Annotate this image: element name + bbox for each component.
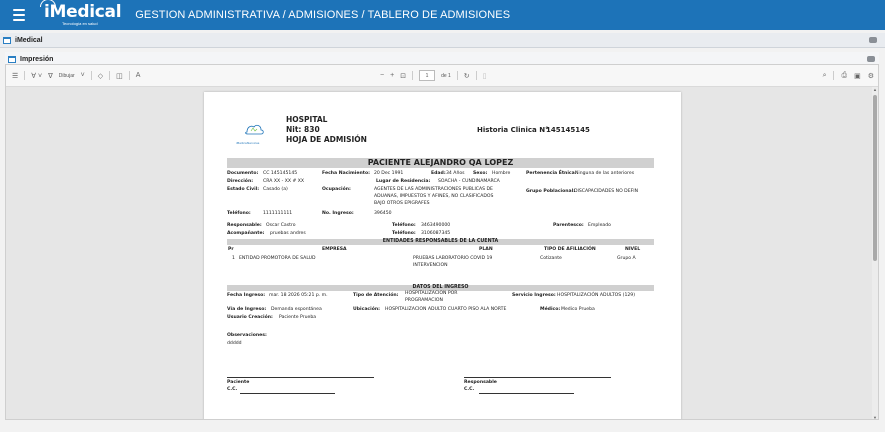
panel-title: iMedical	[15, 36, 43, 44]
section-title: DATOS DEL INGRESO	[412, 285, 469, 290]
hospital-name: HOSPITAL	[286, 115, 328, 124]
two-page-icon[interactable]: ▯	[482, 72, 487, 80]
field-label: Sexo:	[473, 171, 488, 176]
signature-line	[227, 377, 374, 378]
field-label: Teléfono:	[392, 231, 416, 236]
field-value: Casado (a)	[263, 187, 288, 192]
field-value: DISCAPACIDADES NO DEFIN	[574, 189, 639, 194]
field-label: Teléfono:	[227, 211, 251, 216]
field-value: Empleado	[588, 223, 611, 228]
field-value: ADUANAS, IMPUESTOS Y AFINES, NO CLASIFICADOS	[374, 194, 494, 199]
field-value: AGENTES DE LAS ADMINISTRACIONES PUBLICAS DE	[374, 187, 493, 192]
field-label: Dirección:	[227, 179, 254, 184]
field-value: CRA XX - XX # XX	[263, 179, 305, 184]
signature-responsable-label: Responsable	[464, 380, 497, 385]
field-value: 1111111111	[263, 211, 293, 216]
pdf-viewer	[5, 64, 879, 420]
field-label: Usuario Creación:	[227, 315, 273, 320]
gear-icon[interactable]: ⚙	[867, 72, 874, 80]
rotate-icon[interactable]: ↻	[463, 72, 470, 80]
app-header	[0, 0, 885, 30]
field-value: SOACHA - CUNDINAMARCA	[438, 179, 500, 184]
signature-line	[464, 377, 611, 378]
field-value: 396450	[374, 211, 392, 216]
window-icon	[3, 37, 11, 44]
draw-icon[interactable]: ∇	[48, 72, 53, 80]
page-number-input[interactable]: 1	[419, 70, 435, 81]
collapse-button[interactable]	[867, 56, 875, 62]
eraser-icon[interactable]: ◇	[97, 72, 104, 80]
field-value: CC 145145145	[263, 171, 298, 176]
draw-button[interactable]: Dibujar	[58, 72, 75, 79]
historia-label: Historia Clinica N°	[477, 126, 549, 134]
app-logo[interactable]: iMedical Tecnología en salud	[44, 4, 121, 26]
highlight-icon[interactable]: ∀ ˅	[31, 72, 43, 80]
read-aloud-icon[interactable]: A	[135, 72, 141, 79]
window-icon	[8, 56, 16, 63]
vertical-scrollbar[interactable]	[872, 87, 878, 420]
save-icon[interactable]: ▣	[854, 72, 861, 80]
field-value: Paciente Prueba	[279, 315, 317, 320]
field-label: Fecha Nacimiento:	[322, 171, 370, 176]
field-value: pruebas andres	[270, 231, 306, 236]
field-label: Ocupación:	[322, 187, 351, 192]
field-value: Medico Prueba	[561, 307, 595, 312]
search-icon[interactable]: ⌕	[822, 71, 827, 79]
column-header: NIVEL	[625, 247, 641, 252]
field-value: HOSPITALIZACION POR	[405, 291, 458, 296]
column-header: TIPO DE AFILIACIÓN	[544, 247, 596, 252]
table-cell: 1	[232, 256, 235, 261]
page-total: de 1	[441, 72, 451, 79]
field-value: Hombre	[492, 171, 511, 176]
field-label: Estado Civil:	[227, 187, 260, 192]
scroll-down-icon[interactable]: ▼	[873, 415, 877, 420]
panel-title: Impresión	[20, 55, 54, 63]
signature-paciente-label: Paciente	[227, 380, 250, 385]
hospital-logo-icon	[238, 122, 268, 140]
field-value: PROGRAMACION	[405, 298, 443, 303]
print-icon[interactable]: ⎙	[841, 71, 848, 79]
signature-cc-label: C.C.	[227, 387, 238, 392]
table-cell: ENTIDAD PROMOTORA DE SALUD	[239, 256, 316, 261]
observaciones-label: Observaciones:	[227, 333, 267, 338]
table-cell: Grupo A	[617, 256, 636, 261]
panel-imedical-header	[0, 33, 885, 48]
field-value: HOSPITALIZACIÓN ADULTOS (129)	[557, 293, 636, 298]
field-label: Fecha Ingreso:	[227, 293, 266, 298]
field-label: Médico:	[540, 307, 561, 312]
field-value: 20 Dec 1991	[374, 171, 404, 176]
column-header: EMPRESA	[322, 247, 347, 252]
field-label: Grupo Poblacional:	[526, 189, 576, 194]
collapse-button[interactable]	[869, 37, 877, 43]
cc-line	[240, 393, 335, 394]
field-value: BAJO OTROS EPIGRAFES	[374, 201, 430, 206]
patient-name: PACIENTE ALEJANDRO QA LOPEZ	[367, 158, 514, 167]
field-label: Acompañante:	[227, 231, 265, 236]
field-value: mar. 18 2026 05:21 p. m.	[269, 293, 328, 298]
field-label: Vía de Ingreso:	[227, 307, 267, 312]
field-label: Parentesco:	[553, 223, 584, 228]
fit-page-icon[interactable]: ⊡	[400, 72, 407, 80]
observaciones-value: ddddd	[227, 341, 242, 346]
scrollbar-thumb[interactable]	[873, 95, 877, 261]
document-title: HOJA DE ADMISIÓN	[286, 135, 367, 144]
menu-icon[interactable]	[4, 0, 34, 30]
document-page	[204, 92, 681, 420]
table-cell: Cotizante	[540, 256, 562, 261]
column-header: PLAN	[479, 247, 493, 252]
zoom-out-icon[interactable]: −	[380, 72, 385, 79]
scroll-up-icon[interactable]: ▲	[873, 87, 877, 92]
field-label: No. Ingreso:	[322, 211, 354, 216]
signature-cc-label: C.C.	[464, 387, 475, 392]
field-value: 34 Años	[446, 171, 465, 176]
table-cell: INTERVENCION	[413, 263, 448, 268]
field-label: Edad:	[431, 171, 446, 176]
field-label: Documento:	[227, 171, 259, 176]
field-label: Ubicación:	[353, 307, 380, 312]
chevron-down-icon[interactable]: ˅	[80, 72, 85, 79]
section-title: ENTIDADES RESPONSABLES DE LA CUENTA	[382, 239, 499, 244]
field-value: HOSPITALIZACION ADULTO CUARTO PISO ALA NORTE	[385, 307, 507, 312]
zoom-in-icon[interactable]: +	[390, 72, 395, 79]
field-value: 3463490000	[421, 223, 451, 228]
field-value: Demanda espontánea	[271, 307, 322, 312]
historia-value: 145145145	[546, 126, 590, 134]
pdf-toolbar	[6, 65, 879, 87]
hospital-nit: Nit: 830	[286, 125, 320, 134]
field-label: Teléfono:	[392, 223, 416, 228]
field-label: Tipo de Atención:	[353, 293, 399, 298]
field-value: Ninguna de las anteriores	[575, 171, 635, 176]
field-value: 3106087345	[421, 231, 451, 236]
view-icon[interactable]: ◫	[116, 72, 123, 80]
logo-caption: iMedicalServices	[236, 141, 260, 145]
table-cell: PRUEBAS LABORATORIO COVID 19	[413, 256, 493, 261]
field-label: Servicio Ingreso:	[512, 293, 556, 298]
field-label: Pertenencia Étnica:	[526, 171, 577, 176]
list-icon[interactable]: ☰	[12, 72, 19, 80]
field-label: Lugar de Residencia:	[376, 179, 431, 184]
breadcrumb: GESTION ADMINISTRATIVA / ADMISIONES / TABLERO DE ADMISIONES	[135, 9, 511, 21]
field-value: Oscar Castro	[266, 223, 296, 228]
column-header: Pr	[228, 247, 234, 252]
field-label: Responsable:	[227, 223, 262, 228]
cc-line	[479, 393, 574, 394]
